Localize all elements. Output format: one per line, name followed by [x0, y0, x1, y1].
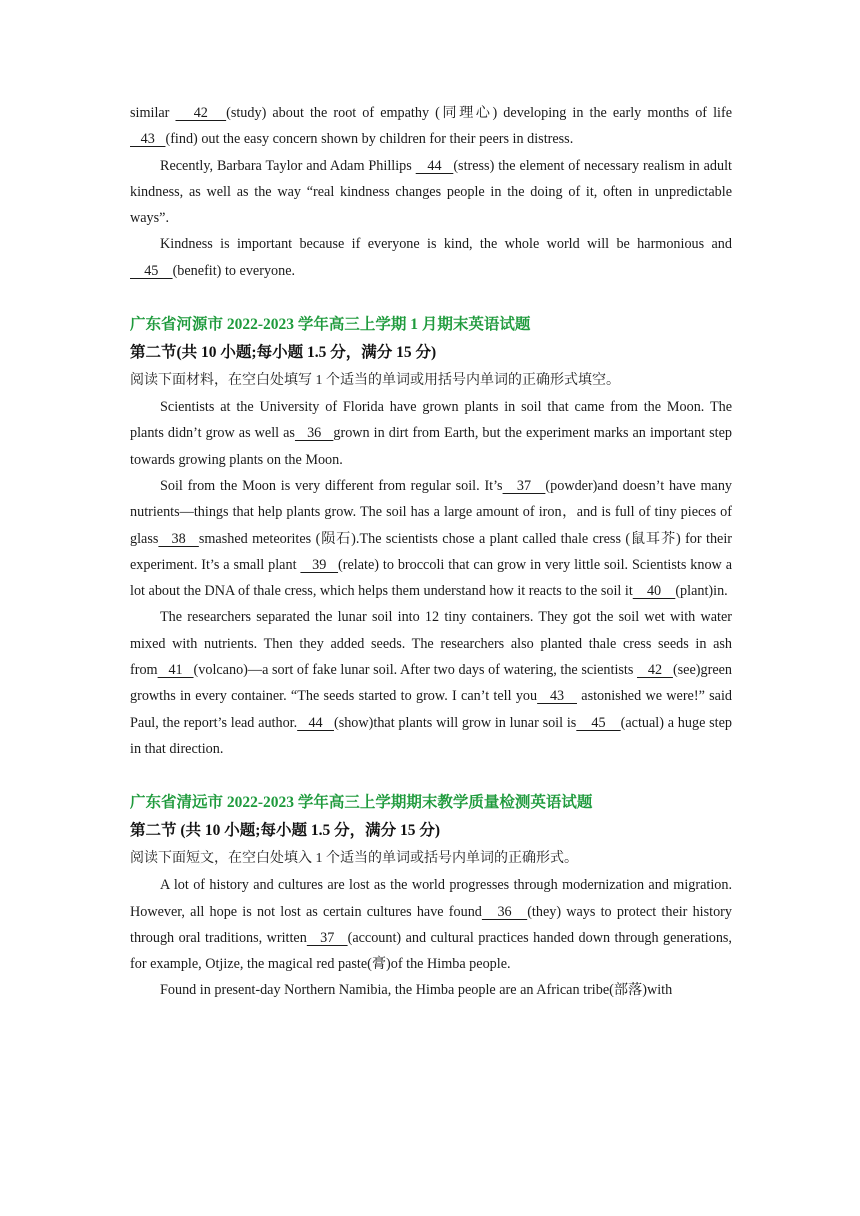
text-run: smashed meteorites (陨石).The scientists chose a plant called thale cress (鼠耳芥) for their experiment. It’s a small plant	[130, 530, 732, 573]
section2-paragraph-2	[130, 977, 732, 1003]
section2-paragraph-1	[130, 872, 732, 977]
text-run: (relate) to broccoli that can grow in very little soil. Scientists know a lot about the DNA of thale cress, which helps them understand how it reacts to the soil it	[130, 556, 732, 600]
section1-instruction: 阅读下面材料，在空白处填写 1 个适当的单词或用括号内单词的正确形式填空。	[130, 373, 620, 389]
intro-paragraph-1	[130, 100, 732, 153]
text-run: (actual) a huge step in that direction.	[130, 714, 733, 757]
answer-blank: 39	[300, 556, 339, 573]
text-run: Scientists at the University of Florida have grown plants in soil that came from the Moon. The plants didn’t grow as well as	[130, 399, 732, 442]
text-run: (volcano)—a sort of fake lunar soil. After two days of watering, the scientists	[193, 662, 637, 679]
text-run: A lot of history and cultures are lost as the world progresses through modernization and migration. However, all hope is not lost as certain cultures have found	[130, 877, 732, 920]
answer-blank: 45	[130, 262, 173, 279]
text-run: (plant)in.	[675, 583, 728, 600]
text-run: (show)that plants will grow in lunar soil is	[333, 714, 577, 731]
section2-subtitle: 第二节 (共 10 小题;每小题 1.5 分，满分 15 分)	[130, 822, 440, 840]
answer-blank: 43	[130, 131, 166, 148]
section1-paragraph-2	[130, 473, 732, 604]
section1-title: 广东省河源市 2022-2023 学年高三上学期 1 月期末英语试题	[130, 316, 531, 334]
answer-blank: 36	[481, 903, 528, 920]
answer-blank: 36	[294, 425, 334, 442]
section1-paragraph-3	[130, 604, 732, 762]
text-run: similar	[130, 105, 176, 121]
text-run: grown in dirt from Earth, but the experiment marks an important step towards growing plants on the Moon.	[130, 425, 733, 468]
answer-blank: 42	[175, 105, 227, 121]
answer-blank: 44	[415, 157, 454, 174]
section2-instruction: 阅读下面短文，在空白处填入 1 个适当的单词或括号内单词的正确形式。	[130, 851, 578, 867]
answer-blank: 44	[297, 714, 334, 731]
section1-subtitle: 第二节(共 10 小题;每小题 1.5 分，满分 15 分)	[130, 344, 437, 362]
intro-paragraph-3	[130, 231, 732, 284]
answer-blank: 38	[158, 530, 199, 547]
section1-paragraph-1	[130, 394, 732, 473]
intro-paragraph-2	[130, 153, 732, 232]
text-run: The researchers separated the lunar soil into 12 tiny containers. They got the soil wet with water mixed with nutrients. Then they added seeds. The researchers also planted thale cress seeds in ash from	[130, 609, 732, 679]
text-run: Found in present-day Northern Namibia, the Himba people are an African tribe(部落)with	[160, 982, 673, 999]
answer-blank: 40	[632, 583, 676, 600]
text-run: (stress) the element of necessary realism in adult kindness, as well as the way “real kindness changes people in the doing of it, often in unpredictable ways”.	[130, 157, 733, 227]
text-run: Soil from the Moon is very different from regular soil. It’s	[160, 477, 503, 494]
text-run: Recently, Barbara Taylor and Adam Phillips	[160, 157, 416, 174]
text-run: (find) out the easy concern shown by children for their peers in distress.	[165, 131, 574, 148]
text-run: (powder)and doesn’t have many nutrients—things that help plants grow. The soil has a large amount of iron，and is full of tiny pieces of glass	[130, 477, 733, 547]
text-run: (they) ways to protect their history through oral traditions, written	[130, 903, 733, 946]
text-run: (see)green growths in every container. “The seeds started to grow. I can’t tell you	[130, 662, 733, 705]
answer-blank: 43	[537, 688, 577, 705]
text-run: astonished we were!” said Paul, the report’s lead author.	[130, 688, 733, 731]
answer-blank: 37	[306, 929, 348, 946]
text-run: (account) and cultural practices handed down through generations, for example, Otjize, the magical red paste(膏)of the Himba people.	[130, 929, 732, 973]
text-run: Kindness is important because if everyone is kind, the whole world will be harmonious and	[160, 236, 732, 253]
text-run: (study) about the root of empathy (同理心) developing in the early months of life	[226, 105, 732, 121]
answer-blank: 37	[502, 477, 546, 494]
answer-blank: 42	[637, 662, 673, 679]
answer-blank: 45	[576, 714, 621, 731]
answer-blank: 41	[157, 662, 194, 679]
text-run: (benefit) to everyone.	[172, 262, 296, 279]
section2-title: 广东省清远市 2022-2023 学年高三上学期期末教学质量检测英语试题	[130, 794, 593, 812]
document-page	[130, 100, 732, 1004]
